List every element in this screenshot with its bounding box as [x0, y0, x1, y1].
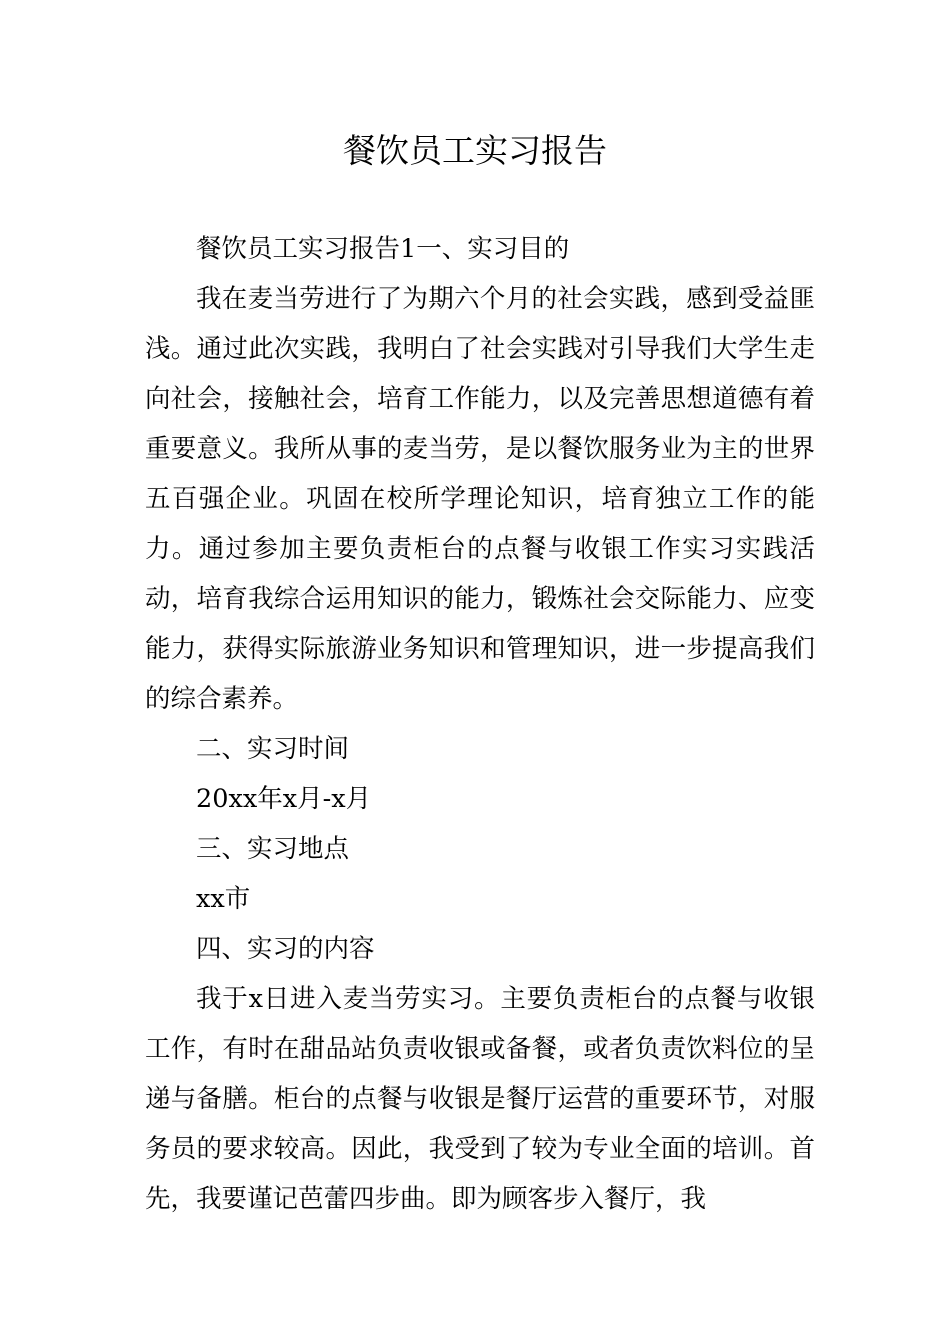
paragraph-heading-content: 四、实习的内容 — [196, 934, 375, 964]
paragraph-heading-purpose: 餐饮员工实习报告1一、实习目的 — [196, 234, 570, 264]
paragraph-heading-location: 三、实习地点 — [196, 834, 350, 864]
paragraph-purpose-body: 我在麦当劳进行了为期六个月的社会实践，感到受益匪浅。通过此次实践，我明白了社会实践对引导我们大学生走向社会，接触社会，培育工作能力，以及完善思想道德有着重要意义。我所从事的麦当劳，是以餐饮服务业为主的世界五百强企业。巩固在校所学理论知识，培育独立工作的能力。通过参加主要负责柜台的点餐与收银工作实习实践活动，培育我综合运用知识的能力，锻炼社会交际能力、应变能力，获得实际旅游业务知识和管理知识，进一步提高我们的综合素养。 — [145, 284, 815, 714]
paragraph-heading-time: 二、实习时间 — [196, 734, 350, 764]
paragraph-time-value: 20xx年x月-x月 — [196, 784, 372, 814]
paragraph-content-body: 我于x日进入麦当劳实习。主要负责柜台的点餐与收银工作，有时在甜品站负责收银或备餐，或者负责饮料位的呈递与备膳。柜台的点餐与收银是餐厅运营的重要环节，对服务员的要求较高。因此，我受到了较为专业全面的培训。首先，我要谨记芭蕾四步曲。即为顾客步入餐厅，我 — [145, 984, 815, 1214]
document-title: 餐饮员工实习报告 — [343, 131, 607, 170]
document-body — [145, 224, 815, 1224]
paragraph-location-value: xx市 — [196, 884, 251, 914]
